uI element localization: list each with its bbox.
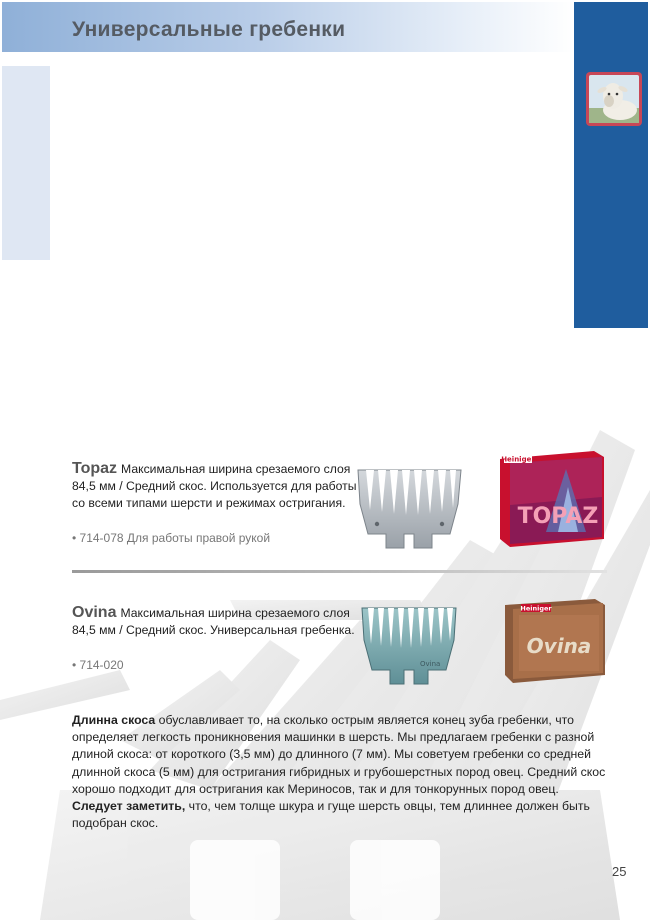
page-number: 25 xyxy=(612,864,627,879)
info-paragraph-2 xyxy=(72,798,612,832)
ovina-box-label: Ovina xyxy=(526,634,592,658)
topaz-box-image xyxy=(498,447,606,549)
ovina-code: • 714-020 xyxy=(72,658,124,672)
topaz-box-label: TOPAZ xyxy=(517,504,599,529)
ovina-comb-image xyxy=(358,604,460,686)
section-divider xyxy=(72,570,607,573)
ovina-description-text: Максимальная ширина срезаемого слоя 84,5 мм / Средний скос. Универсальная гребенка. xyxy=(72,606,355,637)
ovina-description xyxy=(72,604,362,639)
info-lead-2: Следует заметить, xyxy=(72,799,186,814)
topaz-description xyxy=(72,460,362,512)
info-text-1: обуславливает то, на сколько острым является конец зуба гребенки, что определяет легкость проникновения машинки в шерсть. Мы предлагаем гребенки с разной длиной скоса: от короткого (3,5 мм) до длинного (7 мм). Мы советуем гребенки со средней длинной скоса (5 мм) для остригания гибридных и грубошерстных пород овец. Средний скос хорошо подходит для остригания как Мериносов, так и для тонкорунных пород овец. xyxy=(72,713,606,796)
ovina-box-image xyxy=(503,597,607,685)
topaz-box-brand: Heiniger xyxy=(501,455,535,464)
info-text-2: что, чем толще шкура и гуще шерсть овцы, тем длиннее должен быть подобран скос. xyxy=(72,799,590,831)
left-tab xyxy=(2,66,50,260)
sheep-icon xyxy=(586,72,642,126)
page-title: Универсальные гребенки xyxy=(72,18,346,41)
topaz-code: • 714-078 Для работы правой рукой xyxy=(72,531,271,545)
blade-bevel-info xyxy=(72,712,612,832)
ovina-comb-label: Ovina xyxy=(420,660,441,668)
section-sidebar xyxy=(574,2,648,328)
topaz-name: Topaz xyxy=(72,460,118,477)
info-paragraph-1 xyxy=(72,712,612,798)
topaz-description-text: Максимальная ширина срезаемого слоя 84,5 мм / Средний скос. Используется для работы со всеми типами шерсти и режимах остригания. xyxy=(72,462,357,510)
ovina-box-brand: Heiniger xyxy=(520,604,552,613)
topaz-comb-image xyxy=(352,464,467,552)
ovina-name: Ovina xyxy=(72,604,117,621)
info-lead-1: Длинна скоса xyxy=(72,713,156,727)
